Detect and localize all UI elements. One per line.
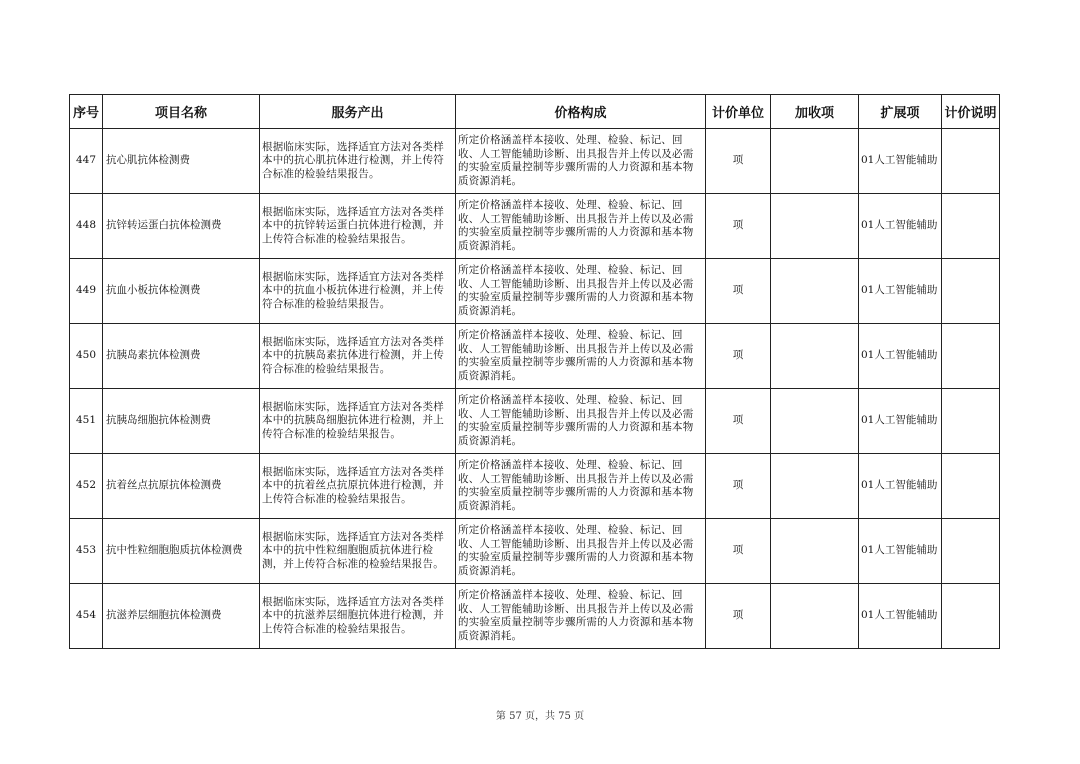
cell-item-name: 抗心肌抗体检测费 (103, 129, 260, 194)
page-number: 第 57 页，共 75 页 (495, 711, 585, 722)
cell-pricing-note (942, 194, 1000, 259)
cell-item-name: 抗着丝点抗原抗体检测费 (103, 454, 260, 519)
header-extension: 扩展项 (859, 95, 942, 129)
cell-service-output: 根据临床实际，选择适宜方法对各类样本中的抗中性粒细胞胞质抗体进行检测，并上传符合标准的检验结果报告。 (260, 519, 456, 584)
cell-pricing-unit: 项 (706, 519, 771, 584)
cell-surcharge (771, 259, 859, 324)
cell-item-name: 抗胰岛细胞抗体检测费 (103, 389, 260, 454)
cell-item-name: 抗血小板抗体检测费 (103, 259, 260, 324)
cell-pricing-note (942, 584, 1000, 649)
cell-service-output: 根据临床实际，选择适宜方法对各类样本中的抗锌转运蛋白抗体进行检测，并上传符合标准的检验结果报告。 (260, 194, 456, 259)
cell-pricing-note (942, 454, 1000, 519)
cell-pricing-note (942, 389, 1000, 454)
table-row (70, 389, 1000, 454)
cell-surcharge (771, 194, 859, 259)
cell-surcharge (771, 324, 859, 389)
cell-pricing-unit: 项 (706, 259, 771, 324)
table-header-row (70, 95, 1000, 129)
cell-seq: 454 (70, 584, 103, 649)
cell-surcharge (771, 129, 859, 194)
cell-pricing-note (942, 519, 1000, 584)
header-price-composition: 价格构成 (456, 95, 706, 129)
cell-seq: 453 (70, 519, 103, 584)
cell-pricing-unit: 项 (706, 324, 771, 389)
cell-pricing-note (942, 324, 1000, 389)
cell-surcharge (771, 519, 859, 584)
cell-service-output: 根据临床实际，选择适宜方法对各类样本中的抗着丝点抗原抗体进行检测，并上传符合标准的检验结果报告。 (260, 454, 456, 519)
cell-service-output: 根据临床实际，选择适宜方法对各类样本中的抗胰岛细胞抗体进行检测，并上传符合标准的检验结果报告。 (260, 389, 456, 454)
cell-seq: 447 (70, 129, 103, 194)
cell-pricing-unit: 项 (706, 454, 771, 519)
cell-price-composition: 所定价格涵盖样本接收、处理、检验、标记、回收、人工智能辅助诊断、出具报告并上传以及必需的实验室质量控制等步骤所需的人力资源和基本物质资源消耗。 (456, 194, 706, 259)
cell-seq: 449 (70, 259, 103, 324)
cell-pricing-note (942, 259, 1000, 324)
cell-price-composition: 所定价格涵盖样本接收、处理、检验、标记、回收、人工智能辅助诊断、出具报告并上传以及必需的实验室质量控制等步骤所需的人力资源和基本物质资源消耗。 (456, 454, 706, 519)
cell-price-composition: 所定价格涵盖样本接收、处理、检验、标记、回收、人工智能辅助诊断、出具报告并上传以及必需的实验室质量控制等步骤所需的人力资源和基本物质资源消耗。 (456, 324, 706, 389)
cell-pricing-unit: 项 (706, 389, 771, 454)
header-service-output: 服务产出 (260, 95, 456, 129)
table-row (70, 194, 1000, 259)
table-row (70, 324, 1000, 389)
cell-service-output: 根据临床实际，选择适宜方法对各类样本中的抗胰岛素抗体进行检测，并上传符合标准的检验结果报告。 (260, 324, 456, 389)
cell-item-name: 抗胰岛素抗体检测费 (103, 324, 260, 389)
cell-extension: 01人工智能辅助 (859, 194, 942, 259)
cell-pricing-note (942, 129, 1000, 194)
table-row (70, 519, 1000, 584)
cell-extension: 01人工智能辅助 (859, 259, 942, 324)
cell-item-name: 抗锌转运蛋白抗体检测费 (103, 194, 260, 259)
cell-seq: 452 (70, 454, 103, 519)
cell-seq: 450 (70, 324, 103, 389)
table-row (70, 584, 1000, 649)
cell-pricing-unit: 项 (706, 194, 771, 259)
price-table (69, 94, 1000, 649)
cell-extension: 01人工智能辅助 (859, 519, 942, 584)
header-surcharge: 加收项 (771, 95, 859, 129)
cell-price-composition: 所定价格涵盖样本接收、处理、检验、标记、回收、人工智能辅助诊断、出具报告并上传以及必需的实验室质量控制等步骤所需的人力资源和基本物质资源消耗。 (456, 519, 706, 584)
cell-seq: 448 (70, 194, 103, 259)
cell-surcharge (771, 389, 859, 454)
cell-extension: 01人工智能辅助 (859, 584, 942, 649)
cell-pricing-unit: 项 (706, 129, 771, 194)
cell-extension: 01人工智能辅助 (859, 389, 942, 454)
cell-price-composition: 所定价格涵盖样本接收、处理、检验、标记、回收、人工智能辅助诊断、出具报告并上传以及必需的实验室质量控制等步骤所需的人力资源和基本物质资源消耗。 (456, 129, 706, 194)
cell-extension: 01人工智能辅助 (859, 324, 942, 389)
header-item-name: 项目名称 (103, 95, 260, 129)
cell-service-output: 根据临床实际，选择适宜方法对各类样本中的抗血小板抗体进行检测，并上传符合标准的检验结果报告。 (260, 259, 456, 324)
cell-surcharge (771, 584, 859, 649)
cell-price-composition: 所定价格涵盖样本接收、处理、检验、标记、回收、人工智能辅助诊断、出具报告并上传以及必需的实验室质量控制等步骤所需的人力资源和基本物质资源消耗。 (456, 584, 706, 649)
cell-service-output: 根据临床实际，选择适宜方法对各类样本中的抗滋养层细胞抗体进行检测，并上传符合标准的检验结果报告。 (260, 584, 456, 649)
cell-price-composition: 所定价格涵盖样本接收、处理、检验、标记、回收、人工智能辅助诊断、出具报告并上传以及必需的实验室质量控制等步骤所需的人力资源和基本物质资源消耗。 (456, 259, 706, 324)
cell-pricing-unit: 项 (706, 584, 771, 649)
cell-service-output: 根据临床实际，选择适宜方法对各类样本中的抗心肌抗体进行检测，并上传符合标准的检验结果报告。 (260, 129, 456, 194)
table-row (70, 454, 1000, 519)
cell-extension: 01人工智能辅助 (859, 454, 942, 519)
table-row (70, 259, 1000, 324)
table-row (70, 129, 1000, 194)
cell-extension: 01人工智能辅助 (859, 129, 942, 194)
cell-item-name: 抗滋养层细胞抗体检测费 (103, 584, 260, 649)
header-pricing-note: 计价说明 (942, 95, 1000, 129)
cell-seq: 451 (70, 389, 103, 454)
header-seq: 序号 (70, 95, 103, 129)
cell-item-name: 抗中性粒细胞胞质抗体检测费 (103, 519, 260, 584)
cell-surcharge (771, 454, 859, 519)
cell-price-composition: 所定价格涵盖样本接收、处理、检验、标记、回收、人工智能辅助诊断、出具报告并上传以及必需的实验室质量控制等步骤所需的人力资源和基本物质资源消耗。 (456, 389, 706, 454)
header-pricing-unit: 计价单位 (706, 95, 771, 129)
